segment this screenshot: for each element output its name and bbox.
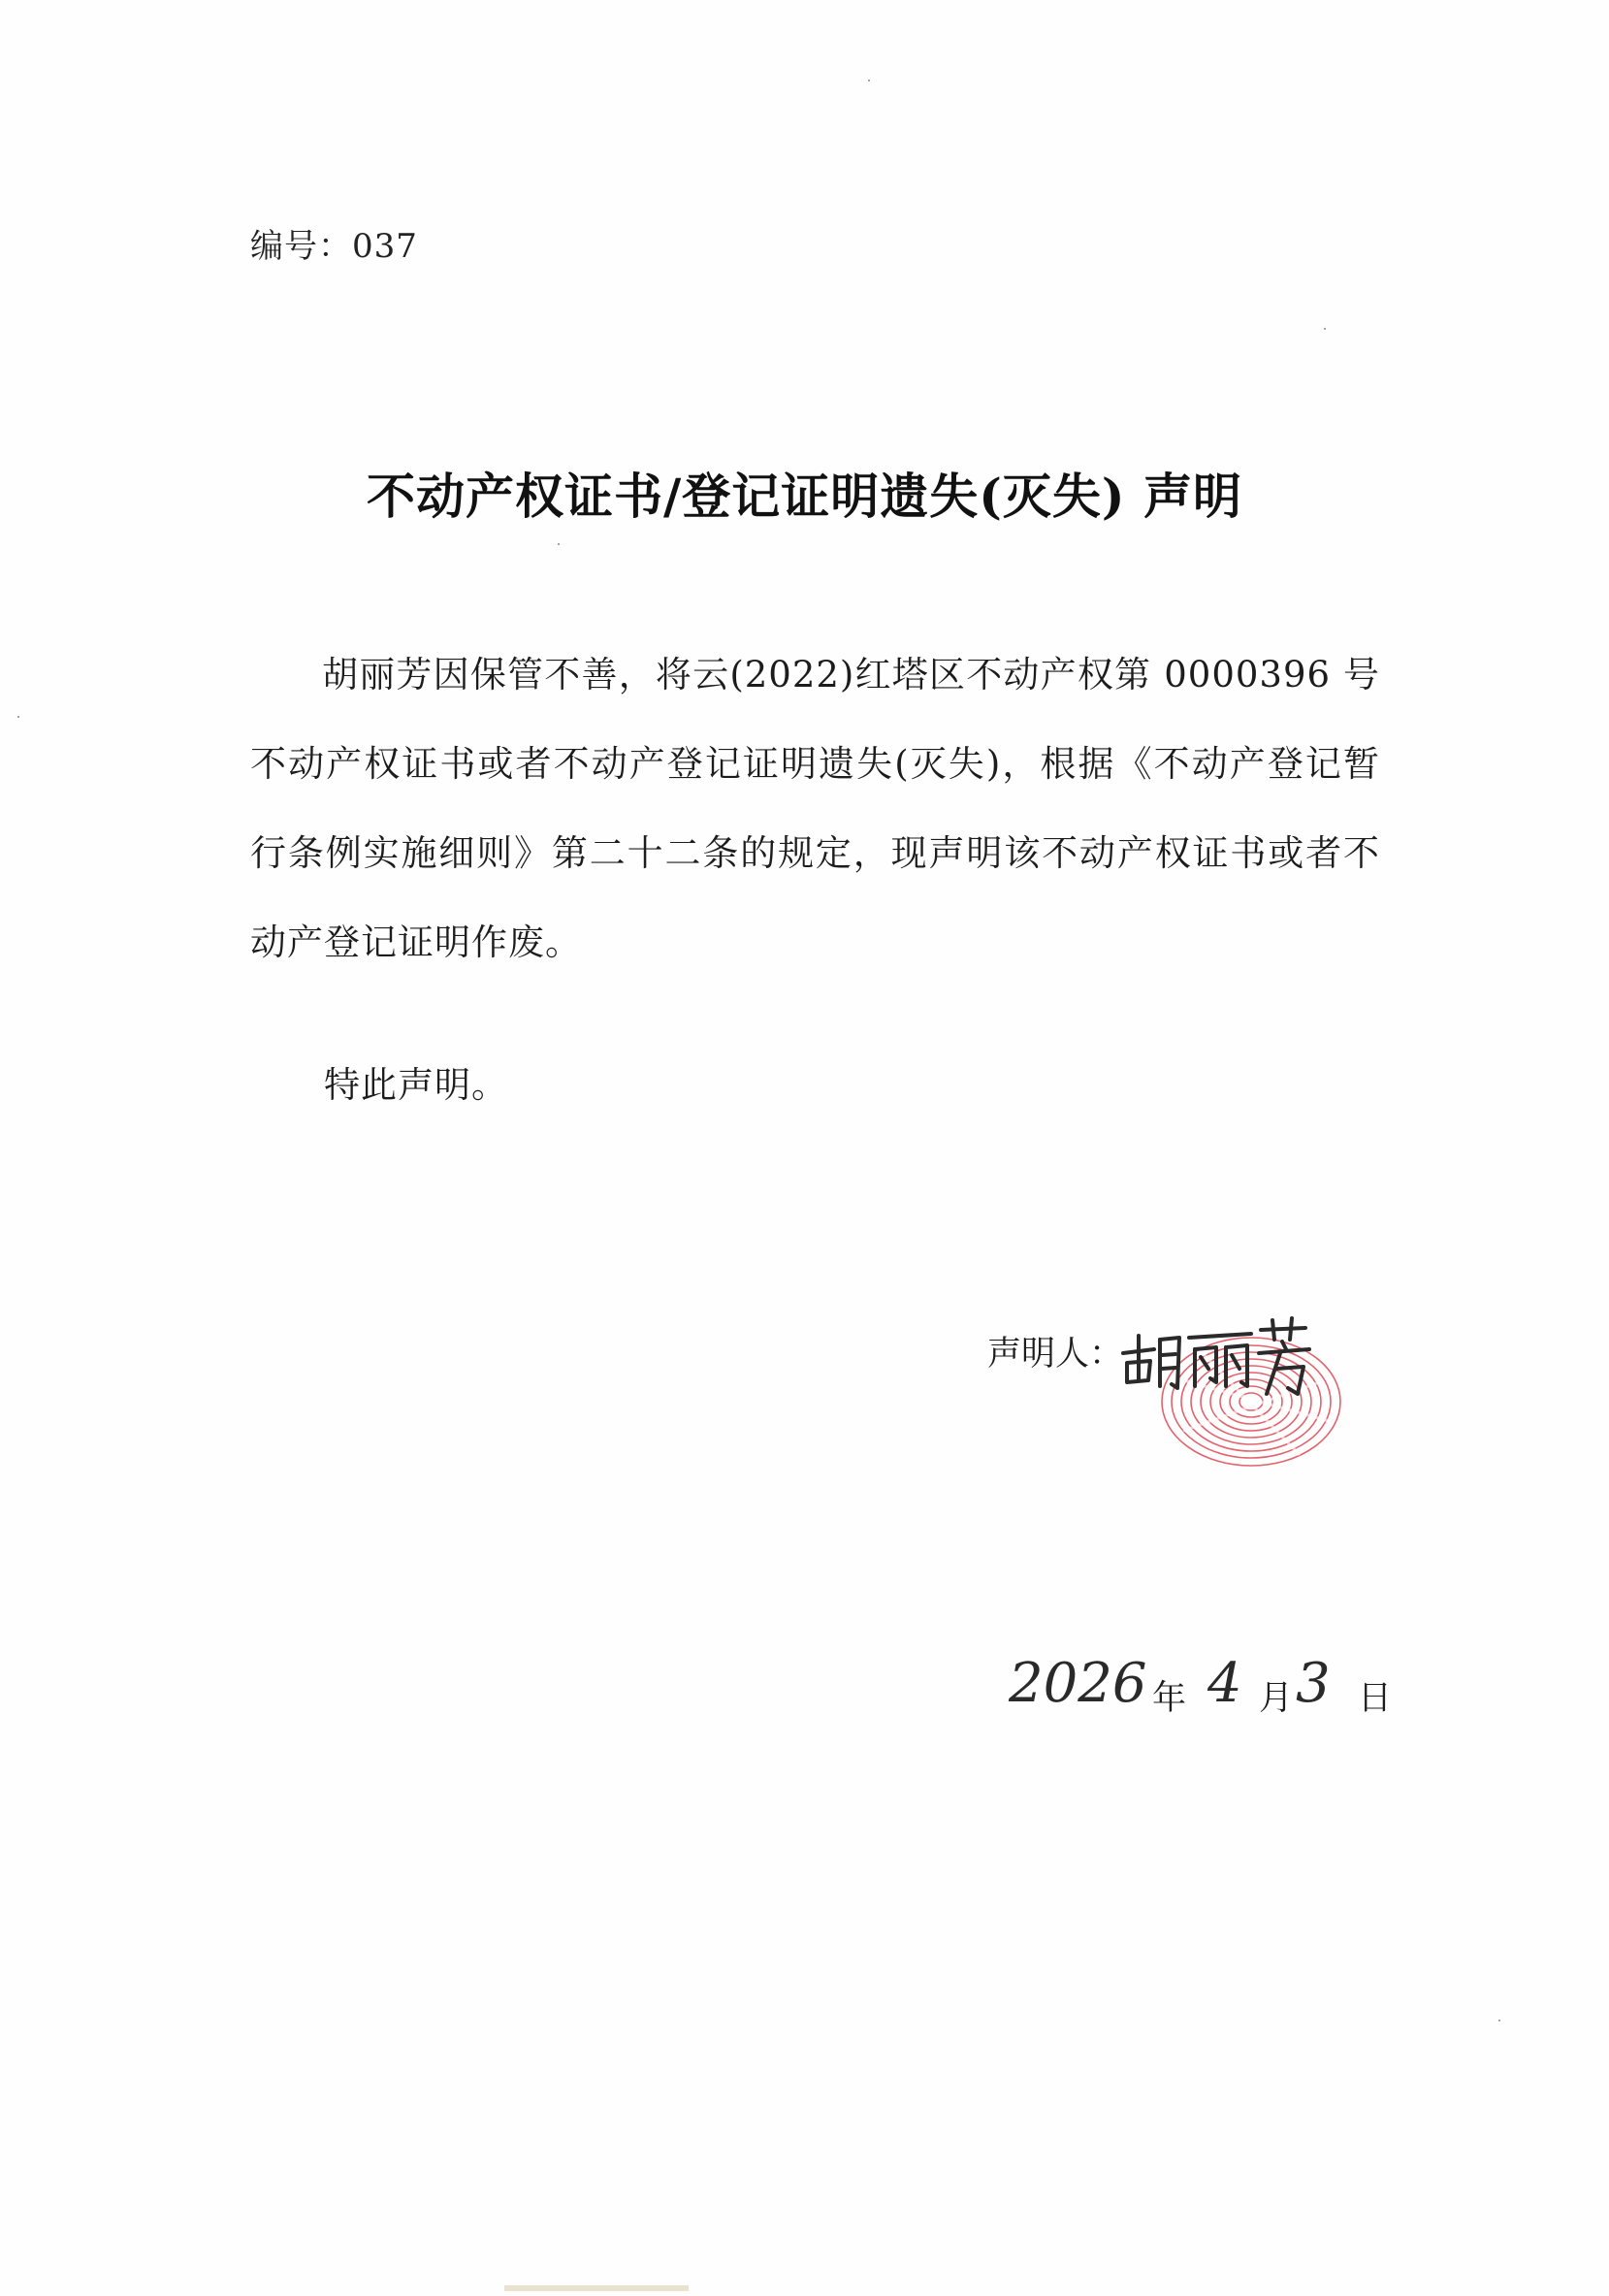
declarant-label: 声明人： <box>987 1335 1124 1374</box>
document-title: 不动产权证书/登记证明遗失(灭失) 声明 <box>367 468 1242 525</box>
scan-speck <box>17 716 19 718</box>
scan-speck <box>868 80 870 81</box>
date-year-unit: 年 <box>1152 1679 1187 1718</box>
date-line <box>1009 1654 1416 1731</box>
fingerprint-stamp <box>1115 1285 1368 1479</box>
date-year: 2026 <box>1009 1652 1147 1715</box>
date-day-unit: 日 <box>1358 1679 1393 1718</box>
signature-block <box>1115 1285 1368 1479</box>
declaration-body: 胡丽芳因保管不善，将云(2022)红塔区不动产权第 0000396 号不动产权证书或者不动产登记证明遗失(灭失)，根据《不动产登记暂行条例实施细则》第二十二条的规定，现声明该不动产权证书或者不动产登记证明作废。 <box>250 654 1380 963</box>
scan-speck <box>1324 328 1326 330</box>
date-month-unit: 月 <box>1259 1679 1294 1718</box>
closing-statement: 特此声明。 <box>324 1064 508 1106</box>
scan-speck <box>558 543 560 545</box>
fingerprint-ridges <box>1162 1338 1340 1466</box>
scan-edge-mark <box>504 2285 689 2291</box>
date-day: 3 <box>1296 1652 1331 1715</box>
scan-speck <box>1498 2020 1500 2021</box>
date-month: 4 <box>1207 1652 1242 1715</box>
document-number: 编号：037 <box>250 227 418 266</box>
